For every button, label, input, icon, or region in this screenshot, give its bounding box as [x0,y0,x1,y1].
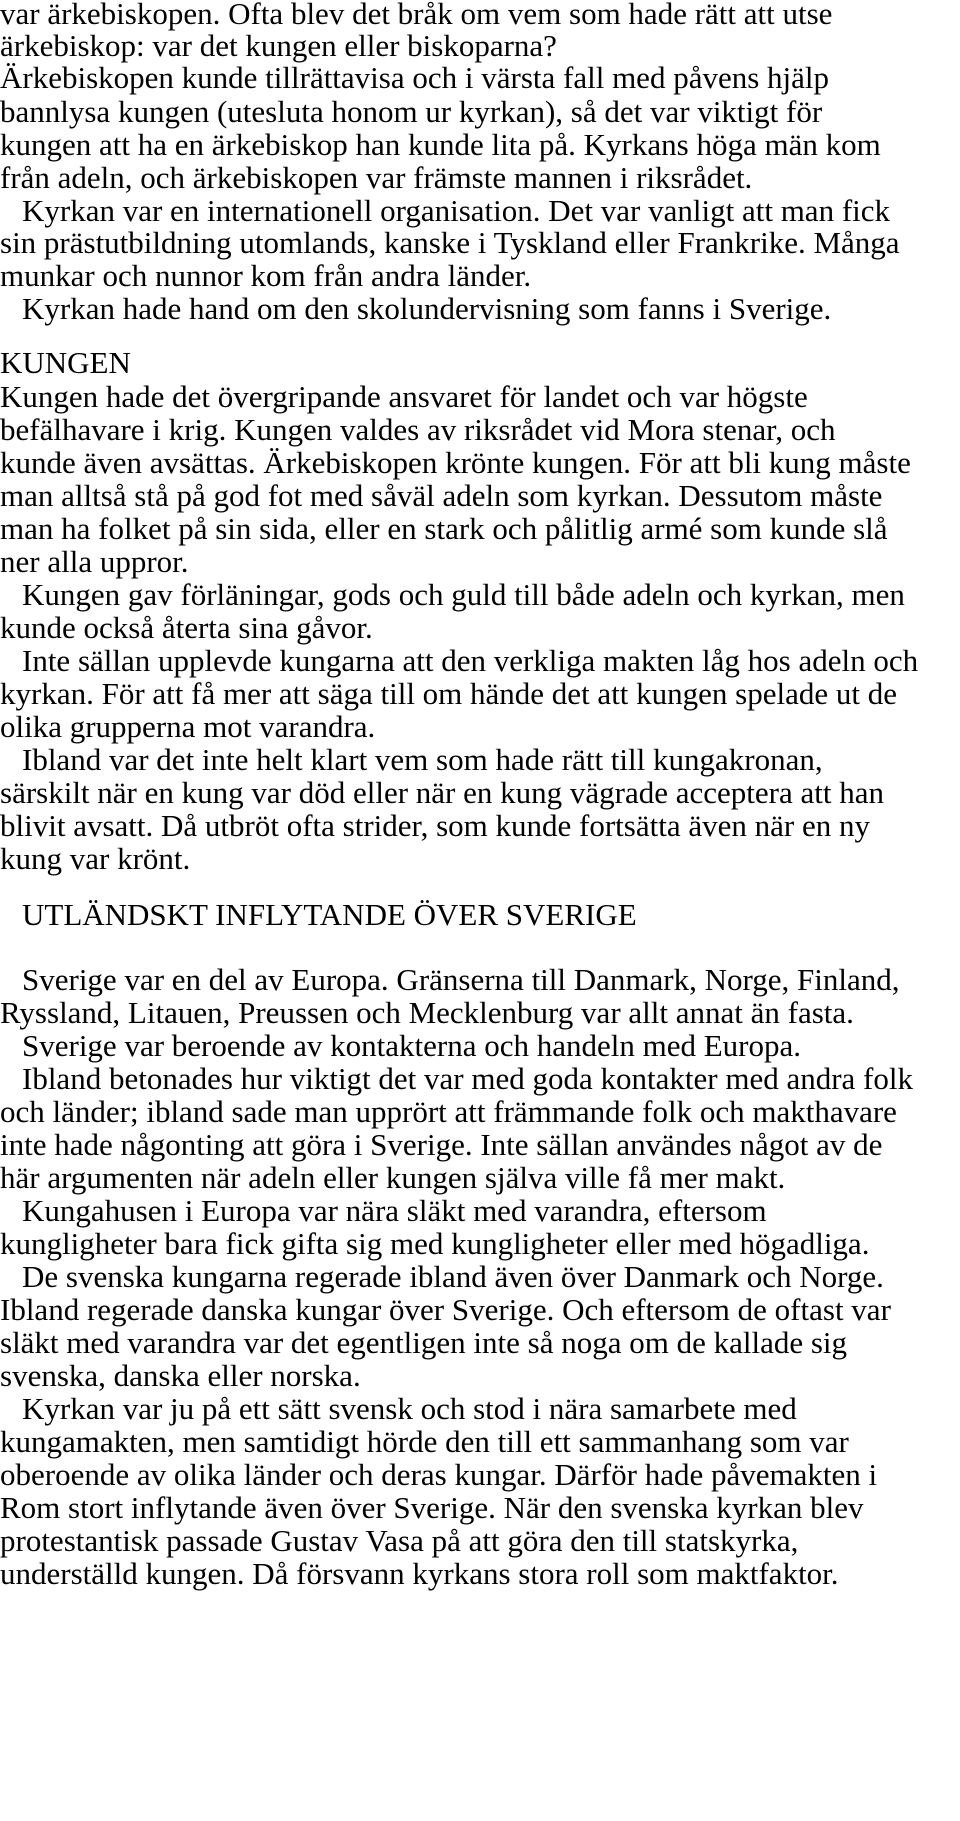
text-line: var ärkebiskopen. Ofta blev det bråk om vem som hade rätt att utse [0,0,833,31]
text-line: från adeln, och ärkebiskopen var främste mannen i riksrådet. [0,160,753,195]
text-line: kunde även avsättas. Ärkebiskopen krönte kungen. För att bli kung måste [0,445,911,480]
text-line: kyrkan. För att få mer att säga till om hände det att kungen spelade ut de [0,676,898,711]
text-line: särskilt när en kung var död eller när en kung vägrade acceptera att han [0,775,884,810]
text-line: underställd kungen. Då försvann kyrkans stora roll som maktfaktor. [0,1556,839,1591]
text-line: sin prästutbildning utomlands, kanske i Tyskland eller Frankrike. Många [0,225,900,260]
text-line: svenska, danska eller norska. [0,1358,361,1393]
text-line: Kungen hade det övergripande ansvaret för landet och var högste [0,379,808,414]
text-line: Ibland var det inte helt klart vem som hade rätt till kungakronan, [22,742,823,777]
text-line: ärkebiskop: var det kungen eller biskoparna? [0,28,557,63]
text-line: man alltså stå på god fot med såväl adeln som kyrkan. Dessutom måste [0,478,883,513]
text-line: befälhavare i krig. Kungen valdes av riksrådet vid Mora stenar, och [0,412,836,447]
text-line: här argumenten när adeln eller kungen själva ville få mer makt. [0,1160,786,1195]
text-line: Kyrkan hade hand om den skolundervisning som fanns i Sverige. [22,291,832,326]
text-line: oberoende av olika länder och deras kungar. Därför hade påvemakten i [0,1457,878,1492]
text-line: bannlysa kungen (utesluta honom ur kyrkan), så det var viktigt för [0,94,823,129]
text-line: Kungahusen i Europa var nära släkt med varandra, eftersom [22,1193,767,1228]
text-line: munkar och nunnor kom från andra länder. [0,258,532,293]
text-line: Ibland betonades hur viktigt det var med goda kontakter med andra folk [22,1061,913,1096]
text-line: Ibland regerade danska kungar över Sverige. Och eftersom de oftast var [0,1292,891,1327]
text-line: kung var krönt. [0,841,191,876]
text-line: De svenska kungarna regerade ibland även över Danmark och Norge. [22,1259,884,1294]
text-line: kungligheter bara fick gifta sig med kungligheter eller med högadliga. [0,1226,870,1261]
text-line: Ryssland, Litauen, Preussen och Mecklenburg var allt annat än fasta. [0,995,854,1030]
text-line: ner alla uppror. [0,544,189,579]
text-line: kungamakten, men samtidigt hörde den till ett sammanhang som var [0,1424,849,1459]
text-line: Rom stort inflytande även över Sverige. När den svenska kyrkan blev [0,1490,864,1525]
text-line: Inte sällan upplevde kungarna att den verkliga makten låg hos adeln och [22,643,919,678]
text-line: Kyrkan var ju på ett sätt svensk och stod i nära samarbete med [22,1391,797,1426]
text-line: Kyrkan var en internationell organisation. Det var vanligt att man fick [22,193,891,228]
text-line: kunde också återta sina gåvor. [0,610,373,645]
text-line: olika grupperna mot varandra. [0,709,376,744]
text-line: man ha folket på sin sida, eller en stark och pålitlig armé som kunde slå [0,511,888,546]
section-heading-kungen: KUNGEN [0,345,131,380]
text-line: blivit avsatt. Då utbröt ofta strider, som kunde fortsätta även när en ny [0,808,870,843]
section-heading-utlandskt: UTLÄNDSKT INFLYTANDE ÖVER SVERIGE [22,897,637,932]
text-line: Sverige var en del av Europa. Gränserna till Danmark, Norge, Finland, [22,962,900,997]
text-line: Kungen gav förläningar, gods och guld till både adeln och kyrkan, men [22,577,905,612]
text-line: och länder; ibland sade man upprört att främmande folk och makthavare [0,1094,897,1129]
text-line: släkt med varandra var det egentligen inte så noga om de kallade sig [0,1325,848,1360]
text-line: kungen att ha en ärkebiskop han kunde lita på. Kyrkans höga män kom [0,127,881,162]
text-line: Ärkebiskopen kunde tillrättavisa och i värsta fall med påvens hjälp [0,60,830,95]
text-line: Sverige var beroende av kontakterna och handeln med Europa. [22,1028,801,1063]
text-line: inte hade någonting att göra i Sverige. Inte sällan användes något av de [0,1127,883,1162]
text-line: protestantisk passade Gustav Vasa på att göra den till statskyrka, [0,1523,799,1558]
